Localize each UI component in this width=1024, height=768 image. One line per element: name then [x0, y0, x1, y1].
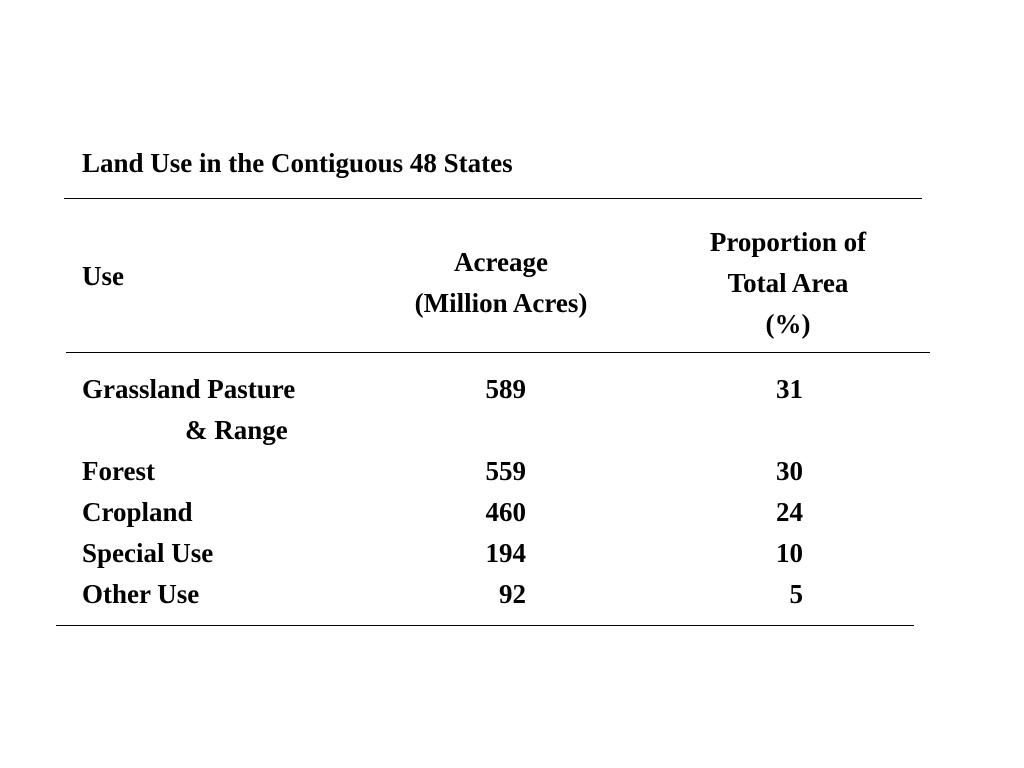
proportion-cell: 5 [789, 579, 803, 609]
table-row [0, 574, 1024, 615]
table-row [0, 492, 1024, 533]
column-header-proportion-line: (%) [765, 309, 811, 339]
proportion-cell: 24 [776, 497, 803, 527]
table-top-rule [64, 198, 922, 199]
table-body [0, 369, 1024, 615]
table-row [0, 369, 1024, 451]
table-title: Land Use in the Contiguous 48 States [82, 148, 513, 178]
use-cell: Special Use [82, 538, 214, 568]
column-header-acreage [370, 242, 632, 324]
proportion-cell: 31 [776, 374, 803, 404]
column-header-proportion-line: Proportion of [709, 227, 867, 257]
column-header-acreage-line: (Million Acres) [414, 288, 588, 318]
acreage-cell: 92 [499, 579, 526, 609]
column-header-acreage-line: Acreage [454, 247, 548, 277]
column-header-use: Use [82, 261, 124, 291]
use-cell: Other Use [82, 579, 200, 609]
proportion-cell: 10 [776, 538, 803, 568]
table-bottom-rule [56, 625, 914, 626]
table-row [0, 533, 1024, 574]
use-label-continuation: & Range [185, 415, 288, 445]
acreage-cell: 194 [485, 538, 526, 568]
use-cell: Cropland [82, 497, 193, 527]
header-divider-rule [66, 352, 930, 353]
acreage-cell: 559 [485, 456, 526, 486]
use-label: Grassland Pasture [82, 374, 296, 404]
table-row [0, 451, 1024, 492]
acreage-cell: 589 [485, 374, 526, 404]
proportion-cell: 30 [776, 456, 803, 486]
use-cell: Forest [82, 456, 155, 486]
acreage-cell: 460 [485, 497, 526, 527]
use-cell [82, 369, 295, 451]
column-header-proportion [657, 222, 919, 345]
column-header-proportion-line: Total Area [727, 268, 849, 298]
